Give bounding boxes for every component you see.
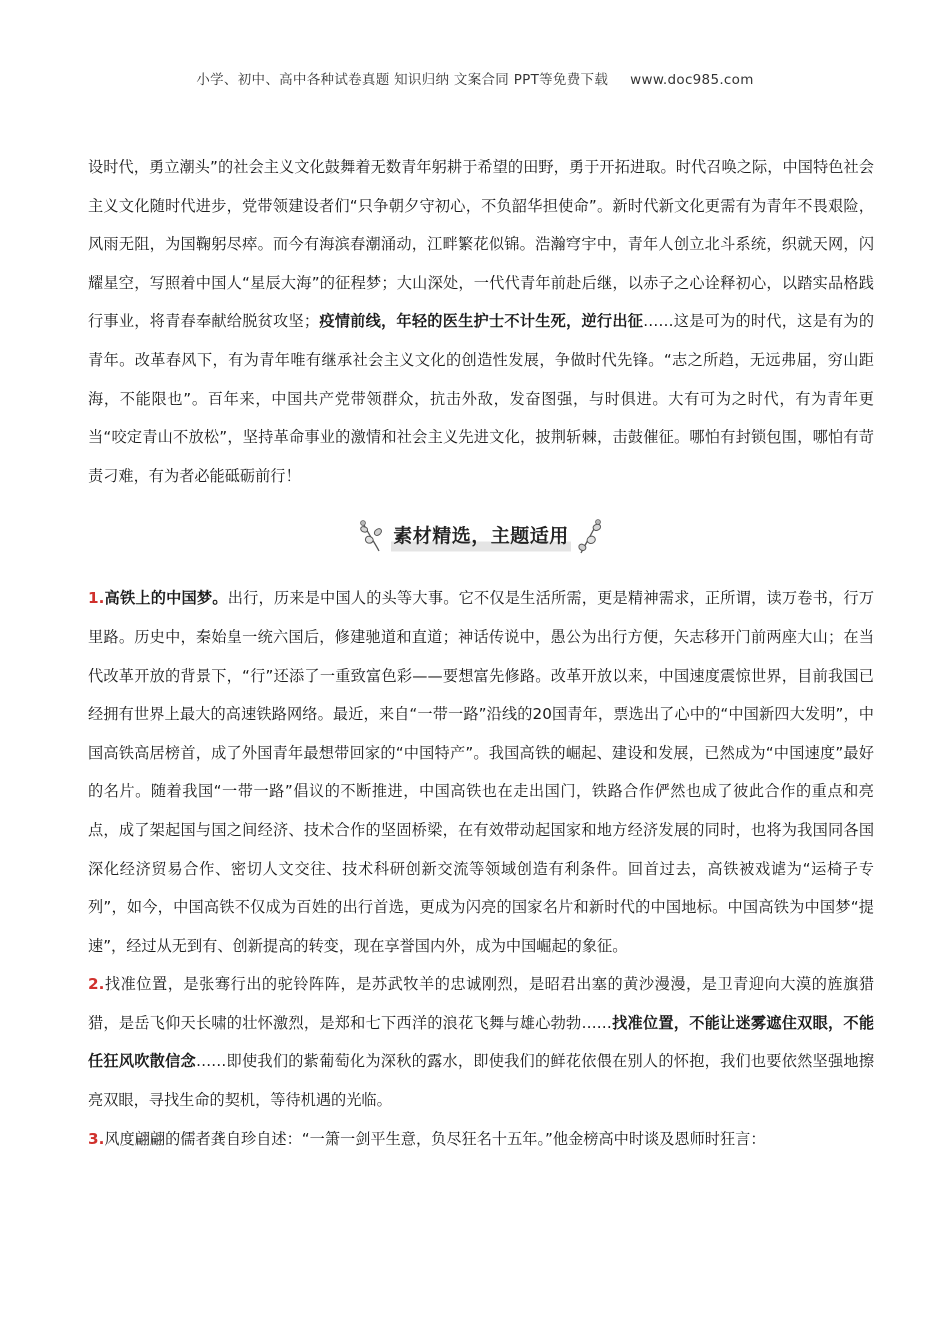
item-number: 3. — [88, 1129, 105, 1148]
header-text: 小学、初中、高中各种试卷真题 知识归纳 文案合同 PPT等免费下载 — [196, 72, 609, 88]
item-text: 风度翩翩的儒者龚自珍自述：“一箫一剑平生意，负尽狂名十五年。”他金榜高中时谈及恩师时狂言： — [104, 1129, 766, 1148]
header-site-link[interactable]: www.doc985.com — [630, 72, 754, 88]
item-text: 出行，历来是中国人的头等大事。它不仅是生活所需，更是精神需求，正所谓，读万卷书，行万里路。历史中，秦始皇一统六国后，修建驰道和直道；神话传说中，愚公为出行方便，矢志移开门前两座大山；在当代改革开放的背景下，“行”还添了一重致富色彩——要想富先修路。改革开放以来，中国速度震惊世界，目前我国已经拥有世界上最大的高速铁路网络。最近，来自“一带一路”沿线的20国青年，票选出了心中的“中国新四大发明”，中国高铁高居榜首，成了外国青年最想带回家的“中国特产”。我国高铁的崛起、建设和发展，已然成为“中国速度”最好的名片。随着我国“一带一路”倡议的不断推进，中国高铁也在走出国门，铁路合作俨然也成了彼此合作的重点和亮点，成了架起国与国之间经济、技术合作的坚固桥梁，在有效带动起国家和地方经济发展的同时，也将为我国同各国深化经济贸易合作、密切人文交往、技术科研创新交流等领域创造有利条件。回首过去，高铁被戏谑为“运椅子专列”，如今，中国高铁不仅成为百姓的出行首选，更成为闪亮的国家名片和新时代的中国地标。中国高铁为中国梦“提速”，经过从无到有、创新提高的转变，现在享誉国内外，成为中国崛起的象征。 — [88, 589, 875, 955]
section-banner — [88, 495, 874, 579]
flower-left-icon — [357, 517, 387, 557]
intro-bold-text: 疫情前线，年轻的医生护士不计生死，逆行出征 — [319, 312, 644, 331]
flower-right-icon — [575, 517, 605, 557]
item-text-before: 找准位置，是张骞行出的驼铃阵阵，是苏武牧羊的忠诚刚烈，是昭君出塞的黄沙漫漫，是卫青迎向大漠的旌旗猎猎，是岳飞仰天长啸的壮怀激烈，是郑和七下西洋的浪花飞舞与雄心勃勃…… — [88, 975, 874, 1032]
item-bold-text: 找准位置，不能让迷雾遮住双眼，不能任狂风吹散信念 — [88, 1013, 875, 1071]
item-number: 2. — [88, 975, 105, 994]
list-item-3 — [88, 1120, 874, 1159]
item-bold-title: 高铁上的中国梦。 — [104, 589, 228, 608]
intro-paragraph — [88, 148, 874, 495]
list-item-1 — [88, 579, 874, 965]
page-header — [0, 68, 950, 88]
intro-text-1: 设时代，勇立潮头”的社会主义文化鼓舞着无数青年躬耕于希望的田野，勇于开拓进取。时代召唤之际，中国特色社会主义文化随时代进步，党带领建设者们“只争朝夕守初心，不负韶华担使命”。新时代新文化更需有为青年不畏艰险，风雨无阻，为国鞠躬尽瘁。而今有海滨春潮涌动，江畔繁花似锦。浩瀚穹宇中，青年人创立北斗系统，织就天网，闪耀星空，写照着中国人“星辰大海”的征程梦；大山深处，一代代青年前赴后继，以赤子之心诠释初心，以踏实品格践行事业，将青春奉献给脱贫攻坚； — [88, 158, 874, 331]
banner-title: 素材精选，主题适用 — [391, 521, 571, 554]
intro-text-2: ……这是可为的时代，这是有为的青年。改革春风下，有为青年唯有继承社会主义文化的创造性发展，争做时代先锋。“志之所趋，无远弗届，穷山距海，不能限也”。百年来，中国共产党带领群众，抗击外敌，发奋图强，与时俱进。大有可为之时代，有为青年更当“咬定青山不放松”，坚持革命事业的激情和社会主义先进文化，披荆斩棘，击鼓催征。哪怕有封锁包围，哪怕有苛责刁难，有为者必能砥砺前行！ — [88, 312, 875, 485]
item-number: 1. — [88, 589, 105, 608]
list-item-2 — [88, 965, 874, 1119]
item-text-after: ……即使我们的紫葡萄化为深秋的露水，即使我们的鲜花依偎在别人的怀抱，我们也要依然坚强地擦亮双眼，寻找生命的契机，等待机遇的光临。 — [88, 1052, 875, 1110]
document-body — [88, 148, 874, 1158]
